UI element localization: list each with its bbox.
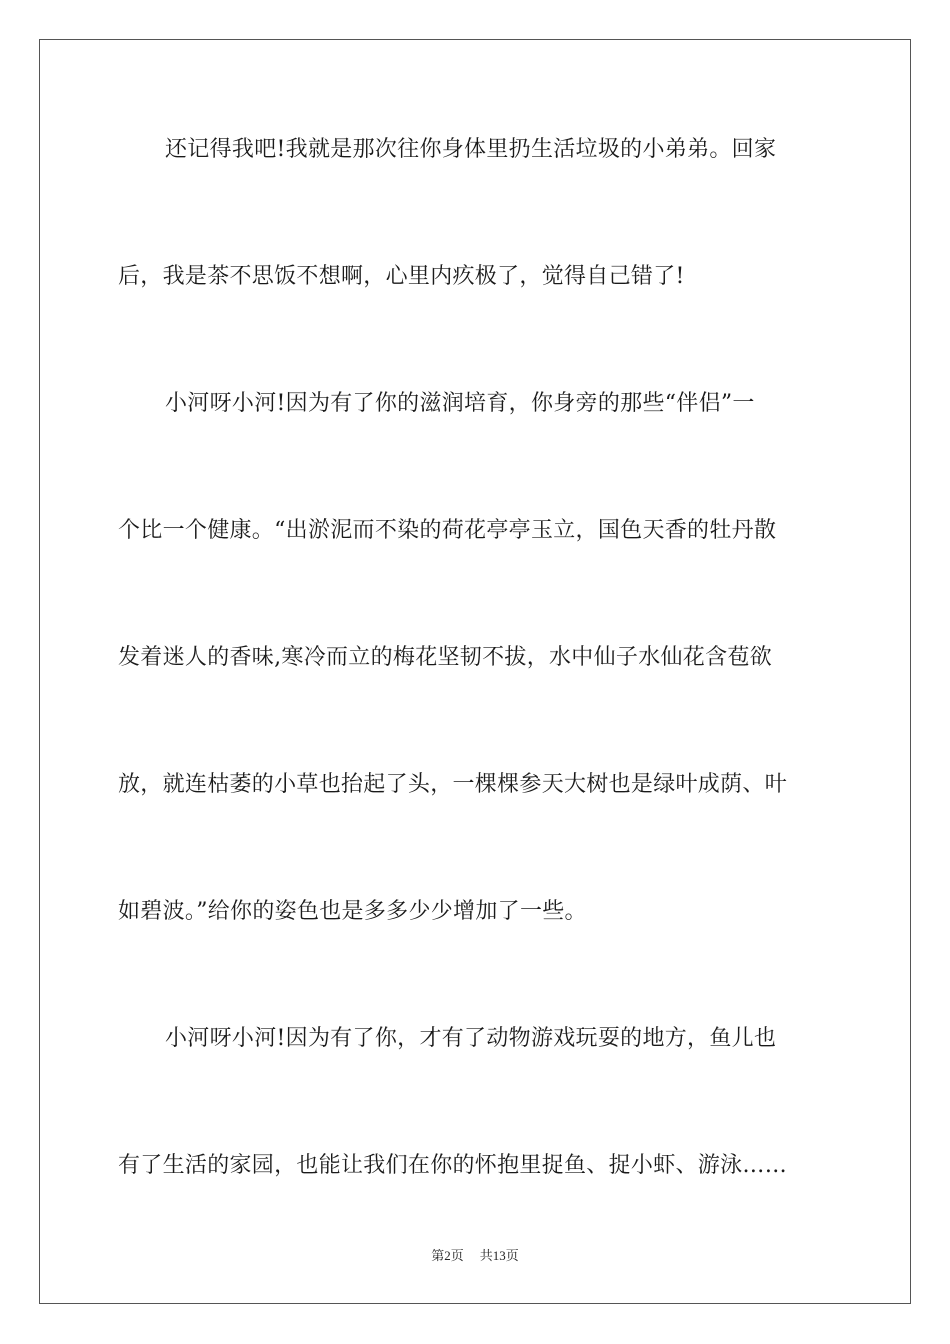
page-total: 共13页 [479,1248,519,1263]
paragraph-3-line-2: 有了生活的家园，也能让我们在你的怀抱里捉鱼、捉小虾、游泳…… [118,1153,788,1178]
page-footer [0,1247,950,1265]
paragraph-2-line-2: 个比一个健康。“出淤泥而不染的荷花亭亭玉立，国色天香的牡丹散 [118,518,777,543]
paragraph-1-line-2: 后，我是茶不思饭不想啊，心里内疚极了，觉得自己错了! [118,264,685,289]
paragraph-2-line-4: 放，就连枯萎的小草也抬起了头，一棵棵参天大树也是绿叶成荫、叶 [118,772,788,797]
paragraph-2-line-3: 发着迷人的香味,寒冷而立的梅花坚韧不拔，水中仙子水仙花含苞欲 [118,645,772,670]
paragraph-2-line-5: 如碧波。”给你的姿色也是多多少少增加了一些。 [118,899,587,924]
paragraph-2-line-1: 小河呀小河!因为有了你的滋润培育，你身旁的那些“伴侣”一 [165,391,755,416]
paragraph-3-line-1: 小河呀小河!因为有了你，才有了动物游戏玩耍的地方，鱼儿也 [165,1026,777,1051]
paragraph-1-line-1: 还记得我吧!我就是那次往你身体里扔生活垃圾的小弟弟。回家 [165,137,777,162]
page-number: 第2页 [431,1248,464,1263]
